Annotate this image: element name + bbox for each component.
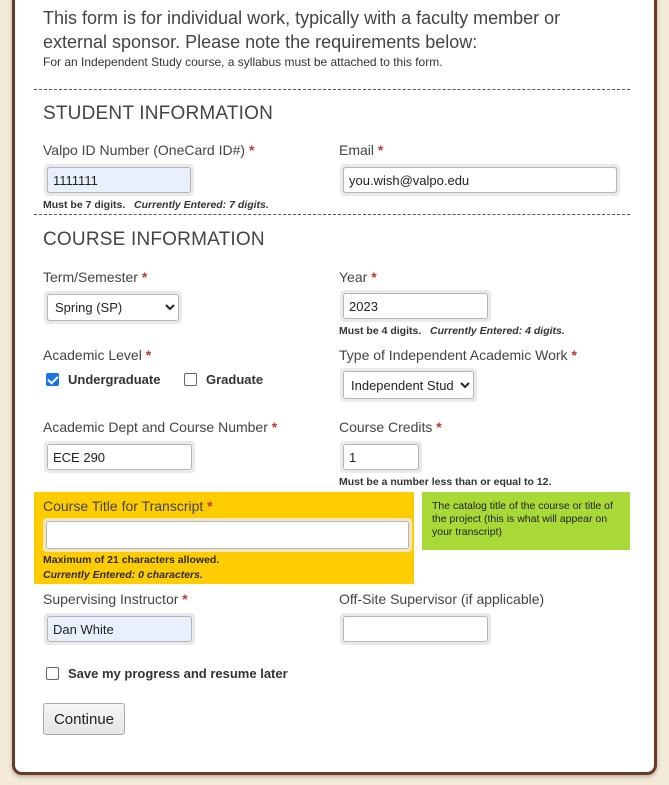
- save-progress-label: Save my progress and resume later: [68, 666, 288, 681]
- work-type-field-wrap: [340, 368, 477, 402]
- instructor-field-wrap: [44, 613, 195, 645]
- divider: [34, 214, 630, 215]
- save-progress-checkbox[interactable]: [46, 667, 59, 680]
- graduate-checkbox[interactable]: [184, 373, 197, 386]
- required-marker: *: [248, 142, 255, 158]
- term-field-wrap: [44, 291, 182, 324]
- work-type-label: Type of Independent Academic Work *: [339, 347, 577, 363]
- credits-input[interactable]: [343, 444, 419, 470]
- course-title-tooltip: The catalog title of the course or title of the project (this is what will appear on your transcript): [422, 492, 630, 550]
- offsite-field-wrap: [340, 613, 491, 645]
- continue-button[interactable]: Continue: [43, 703, 125, 735]
- year-entered: Currently Entered: 4 digits.: [430, 325, 565, 337]
- credits-field-wrap: [340, 441, 422, 473]
- required-marker: *: [207, 498, 213, 514]
- course-title-field-wrap: [43, 518, 412, 552]
- required-marker: *: [271, 419, 278, 435]
- graduate-label: Graduate: [206, 372, 264, 387]
- required-marker: *: [436, 419, 442, 435]
- valpo-id-entered: Currently Entered: 7 digits.: [134, 199, 269, 211]
- course-title-hint: Maximum of 21 characters allowed.: [43, 554, 220, 566]
- term-label: Term/Semester *: [43, 269, 148, 285]
- email-field-wrap: [340, 164, 620, 196]
- offsite-input[interactable]: [343, 616, 488, 642]
- student-section-title: STUDENT INFORMATION: [43, 103, 274, 124]
- email-label: Email *: [339, 142, 384, 158]
- level-label: Academic Level *: [43, 347, 152, 363]
- credits-hint: Must be a number less than or equal to 12.: [339, 476, 552, 488]
- required-marker: *: [141, 269, 148, 285]
- course-title-input[interactable]: [46, 521, 409, 549]
- instructor-input[interactable]: [47, 616, 192, 642]
- course-title-label: Course Title for Transcript *: [43, 498, 213, 514]
- intro-note: For an Independent Study course, a syllabus must be attached to this form.: [43, 55, 443, 69]
- required-marker: *: [571, 347, 577, 363]
- valpo-id-label: Valpo ID Number (OneCard ID#) *: [43, 142, 255, 158]
- email-input[interactable]: [343, 167, 617, 193]
- divider: [34, 89, 630, 90]
- year-field-wrap: [340, 290, 491, 322]
- required-marker: *: [182, 591, 188, 607]
- valpo-id-input[interactable]: [47, 167, 191, 193]
- credits-label: Course Credits *: [339, 419, 442, 435]
- required-marker: *: [145, 347, 152, 363]
- year-label: Year *: [339, 269, 377, 285]
- work-type-select[interactable]: [343, 371, 474, 399]
- course-title-entered: Currently Entered: 0 characters.: [43, 569, 203, 581]
- required-marker: *: [371, 269, 377, 285]
- dept-field-wrap: [44, 441, 195, 473]
- valpo-id-hint: Must be 7 digits. Currently Entered: 7 digits.: [43, 199, 269, 211]
- undergraduate-label: Undergraduate: [68, 372, 161, 387]
- year-hint: Must be 4 digits. Currently Entered: 4 digits.: [339, 325, 565, 337]
- required-marker: *: [377, 142, 384, 158]
- intro-text: This form is for individual work, typically with a faculty member or external sponsor. Please note the requirements below:: [43, 8, 561, 52]
- valpo-id-field-wrap: [44, 164, 194, 196]
- course-section-title: COURSE INFORMATION: [43, 229, 265, 250]
- year-input[interactable]: [343, 293, 488, 319]
- dept-input[interactable]: [47, 444, 192, 470]
- term-select[interactable]: [47, 294, 179, 321]
- dept-label: Academic Dept and Course Number *: [43, 419, 278, 435]
- instructor-label: Supervising Instructor *: [43, 591, 188, 607]
- offsite-label: Off-Site Supervisor (if applicable): [339, 591, 545, 607]
- undergraduate-checkbox[interactable]: [46, 373, 59, 386]
